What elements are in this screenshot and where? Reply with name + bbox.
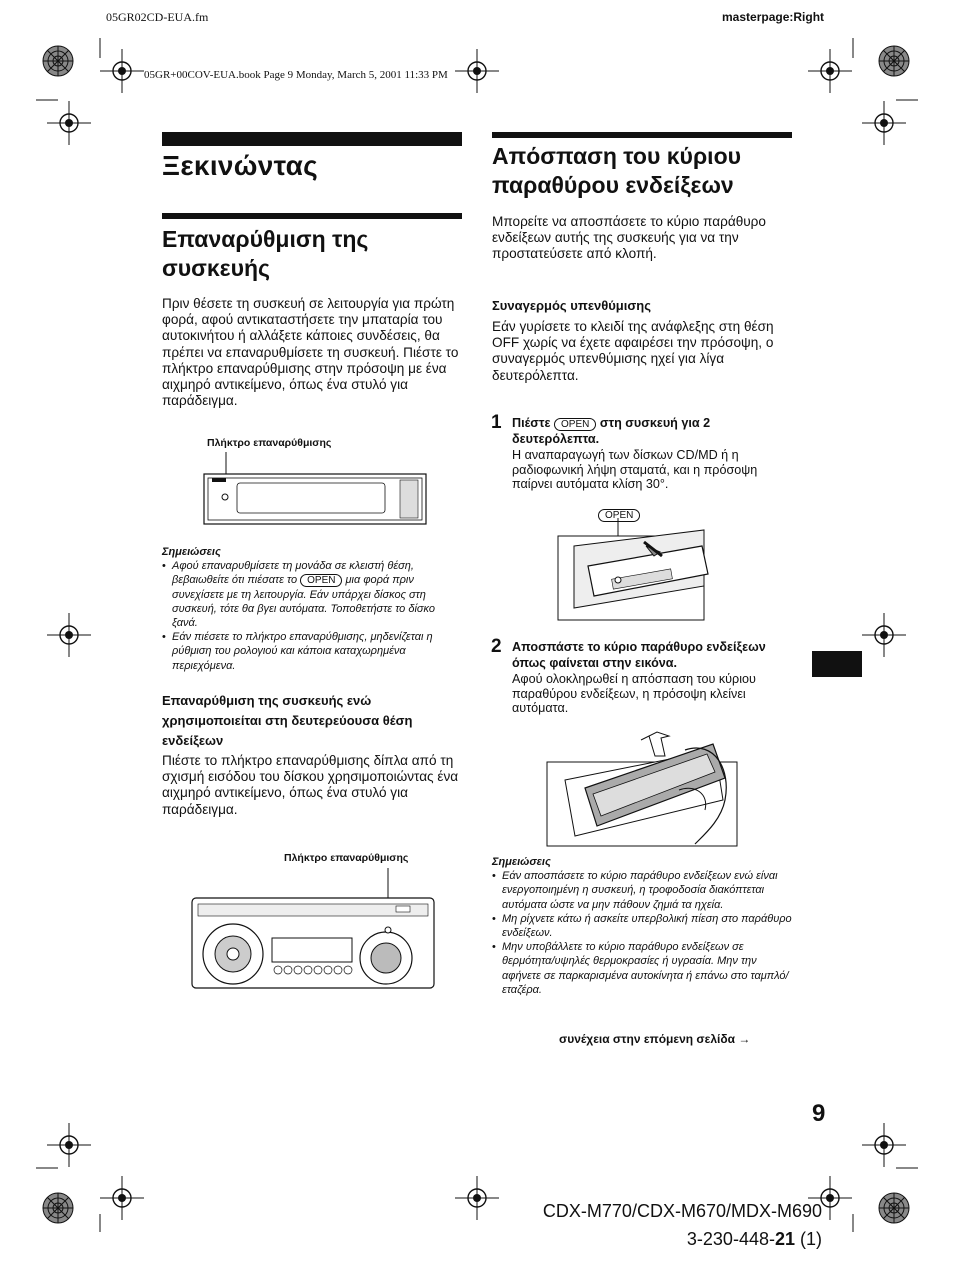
detach-heading: Απόσπαση του κύριου παραθύρου ενδείξεων xyxy=(492,143,742,198)
sub-paragraph: Πιέστε το πλήκτρο επαναρύθμισης δίπλα από τη σχισμή εισόδου του δίσκου χρησιμοποιώντας ένα αιχμηρό αντικείμενο, όπως ένα στυλό για παράδειγμα. xyxy=(162,753,459,817)
right-note-1: • Εάν αποσπάσετε το κύριο παράθυρο ενδείξεων ενώ είναι ενεργοποιημένη η συσκευή, η τροφοδοσία διακόπτεται αυτόματα ώστε να μην πάθουν ζημιά τα ηχεία. xyxy=(492,869,792,912)
section-rule xyxy=(162,132,462,146)
open-button-label: OPEN xyxy=(300,574,342,587)
detach-panel-illustration xyxy=(545,730,741,848)
detach-intro: Μπορείτε να αποσπάσετε το κύριο παράθυρο ενδείξεων αυτής της συσκευής για να την προστατεύσετε από κλοπή. xyxy=(492,214,766,262)
reset-button-caption-2: Πλήκτρο επαναρύθμισης xyxy=(284,852,409,864)
page-number: 9 xyxy=(812,1100,826,1127)
catalog-code xyxy=(460,1228,822,1250)
open-callout-label: OPEN xyxy=(598,509,640,522)
continue-link: συνέχεια στην επόμενη σελίδα → xyxy=(559,1032,751,1046)
open-button-label-step: OPEN xyxy=(554,418,596,431)
reset-heading: Επαναρύθμιση της συσκευής xyxy=(162,226,369,281)
step-2-title: Αποσπάστε το κύριο παράθυρο ενδείξεων όπως φαίνεται στην εικόνα. xyxy=(512,640,766,670)
left-notes-title: Σημειώσεις xyxy=(162,546,221,558)
header-filename: 05GR02CD-EUA.fm xyxy=(106,10,209,24)
right-notes-title: Σημειώσεις xyxy=(492,856,551,868)
front-panel-illustration xyxy=(200,450,432,530)
left-notes xyxy=(162,545,462,673)
step-2-number: 2 xyxy=(491,636,502,657)
section-title: Ξεκινώντας xyxy=(162,150,318,181)
heading-rule xyxy=(162,213,462,219)
sub-heading: Επαναρύθμιση της συσκευής ενώ χρησιμοποιείται στη δευτερεύουσα θέση ενδείξεων xyxy=(162,693,413,748)
header-masterpage: masterpage:Right xyxy=(722,10,825,24)
left-note-1-text-a: Αφού επαναρυθμίσετε τη μονάδα σε κλειστή θέση, βεβαιωθείτε ότι πιέσατε το xyxy=(172,560,414,587)
step-1-title xyxy=(512,416,792,447)
right-note-2: • Μη ρίχνετε κάτω ή ασκείτε υπερβολική πίεση στο παράθυρο ενδείξεων. xyxy=(492,912,792,940)
left-note-1 xyxy=(162,559,462,630)
left-note-2: • Εάν πιέσετε το πλήκτρο επαναρύθμισης, μηδενίζεται η ρύθμιση του ρολογιού και κάποια καταχωρημένα περιεχόμενα. xyxy=(162,630,462,673)
tilt-panel-illustration xyxy=(554,516,714,624)
step-1-number: 1 xyxy=(491,412,502,433)
reset-button-caption: Πλήκτρο επαναρύθμισης xyxy=(207,437,332,449)
left-note-1-text-b: μια φορά πριν συνεχίσετε με τη λειτουργία. Εάν υπάρχει δίσκος στη συσκευή, τότε θα βγει αυτόματα. Τοποθετήστε το δίσκο ξανά. xyxy=(172,574,436,630)
alarm-paragraph: Εάν γυρίσετε το κλειδί της ανάφλεξης στη θέση OFF χωρίς να έχετε αφαιρέσει την πρόσοψη, ο συναγερμός υπενθύμισης ηχεί για λίγα δευτερόλεπτα. xyxy=(492,319,774,383)
catalog-code-c: (1) xyxy=(795,1229,822,1249)
header-book-info: 05GR+00COV-EUA.book Page 9 Monday, March 5, 2001 11:33 PM xyxy=(144,69,448,81)
step-1-body: Η αναπαραγωγή των δίσκων CD/MD ή η ραδιοφωνική λήψη σταματά, και η πρόσοψη παίρνει αυτόματα κλίση 30°. xyxy=(512,448,758,492)
model-numbers: CDX-M770/CDX-M670/MDX-M690 xyxy=(542,1201,822,1221)
section-tab xyxy=(812,651,862,677)
step-1-title-b: στη συσκευή για 2 δευτερόλεπτα. xyxy=(512,416,711,446)
unit-illustration xyxy=(188,866,438,996)
right-heading-rule xyxy=(492,132,792,138)
catalog-code-a: 3-230-448- xyxy=(686,1229,775,1249)
step-2-body: Αφού ολοκληρωθεί η απόσπαση του κύριου παραθύρου ενδείξεων, η πρόσοψη κλείνει αυτόματα. xyxy=(512,672,756,716)
right-notes xyxy=(492,855,792,997)
reset-paragraph: Πριν θέσετε τη συσκευή σε λειτουργία για πρώτη φορά, αφού αντικαταστήσετε την μπαταρία του αυτοκινήτου ή αλλάξετε κάποιες συνδέσεις, θα πρέπει να επαναρυθμίσετε τη συσκευή. Πιέστε το πλήκτρο επαναρύθμισης στην πρόσοψη με ένα αιχμηρό αντικείμενο, όπως ένα στυλό για παράδειγμα. xyxy=(162,296,459,409)
right-note-3: • Μην υποβάλλετε το κύριο παράθυρο ενδείξεων σε θερμότητα/υψηλές θερμοκρασίες ή υγρασία. Μην την αφήνετε σε παρκαρισμένα αυτοκίνητα ή επάνω στο ταμπλό/εταζέρα. xyxy=(492,940,792,997)
catalog-code-b: 21 xyxy=(774,1229,795,1249)
alarm-heading: Συναγερμός υπενθύμισης xyxy=(492,298,651,313)
step-1-title-a: Πιέστε xyxy=(512,416,551,430)
